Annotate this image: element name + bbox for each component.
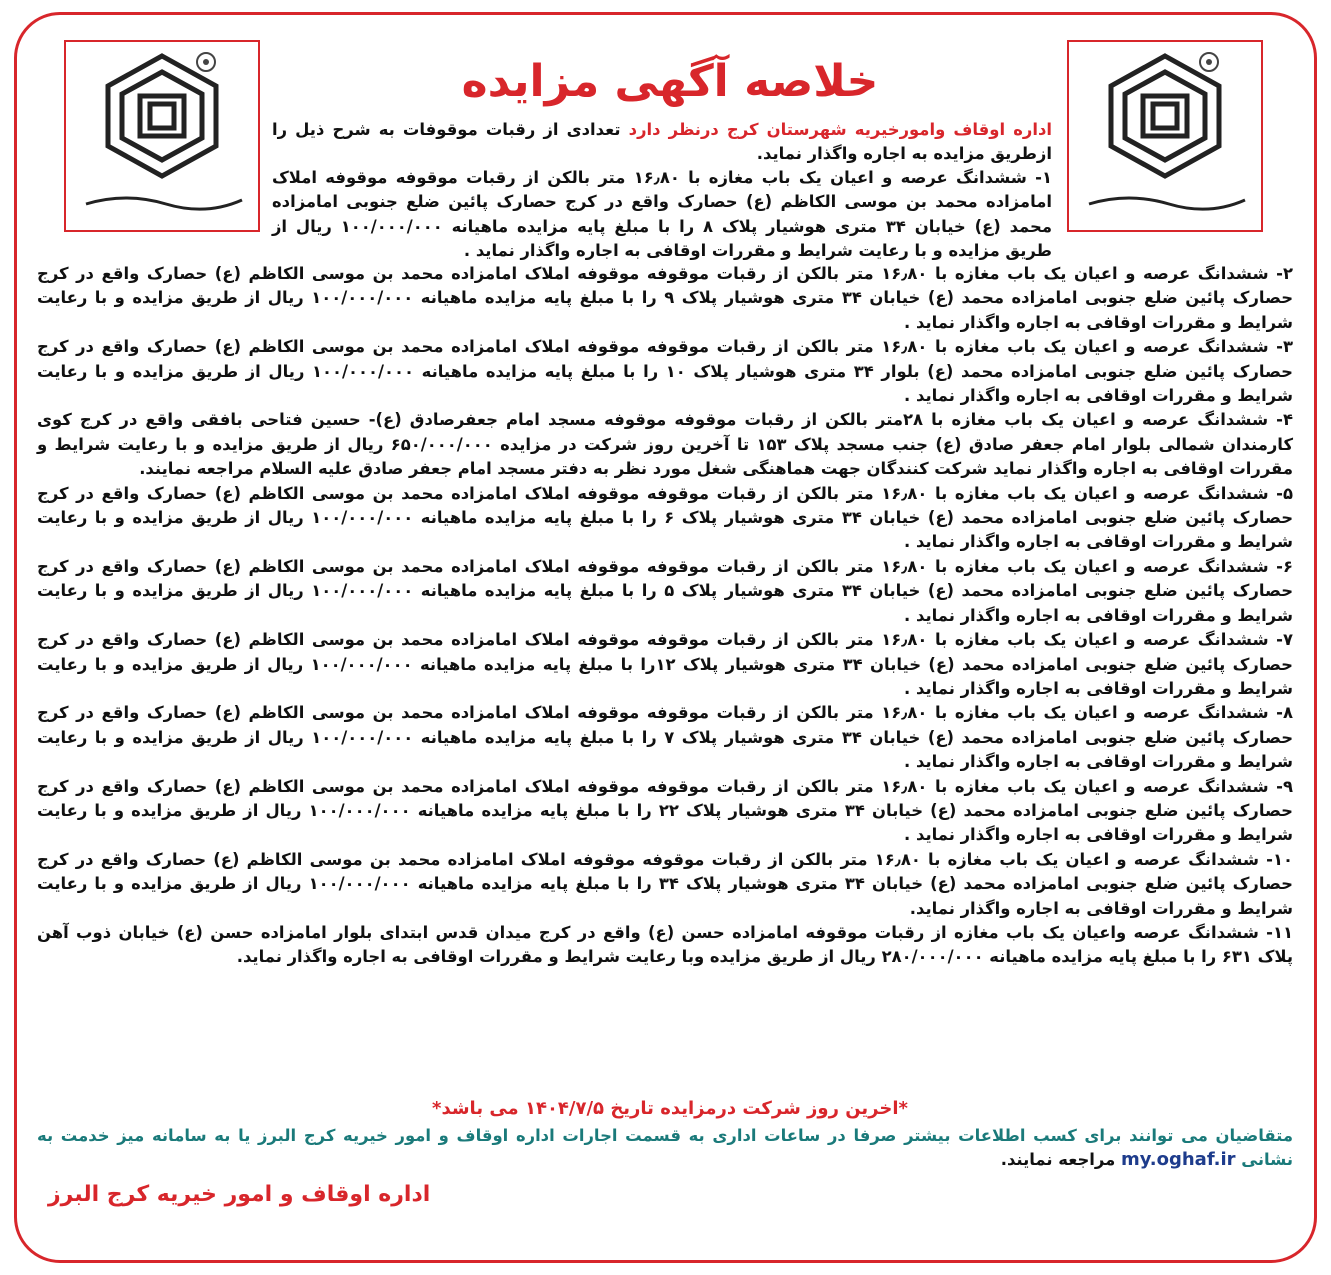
logo-right — [1067, 40, 1263, 232]
auction-item: ۴- ششدانگ عرصه و اعیان یک باب مغازه با ۲۸متر بالکن از رقبات موقوفه موقوفه مسجد امام جعفرصادق (ع)- حسین فتاحی بافقی واقع در کرج کوی کارمندان شمالی بلوار امام جعفر صادق (ع) جنب مسجد پلاک ۱۵۳ تا آخرین روز شرکت در مزایده ۶۵۰/۰۰۰/۰۰۰ ریال از طریق مزایده و با رعایت شرایط و مقررات اوقافی به اجاره واگذار نماید شرکت کنندگان جهت هماهنگی شغل مورد نظر به دفتر مسجد امام جعفر صادق علیه السلام مراجعه نمایند. — [37, 410, 1293, 479]
service-link[interactable]: my.oghaf.ir — [1120, 1149, 1236, 1171]
auction-item-first: ۱- ششدانگ عرصه و اعیان یک باب مغازه با ۱۶٫۸۰ متر بالکن از رقبات موقوفه موقوفه املاک امامزاده محمد بن موسی الکاظم (ع) حصارک واقع در کرج حصارک پائین ضلع جنوبی امامزاده محمد (ع) خیابان ۳۴ متری هوشیار پلاک ۸ را با مبلغ پایه مزایده ماهیانه ۱۰۰/۰۰۰/۰۰۰ ریال از طریق مزایده و با رعایت شرایط و مقررات اوقافی به اجاره واگذار نماید . — [272, 168, 1053, 261]
auction-item: ۹- ششدانگ عرصه و اعیان یک باب مغازه با ۱۶٫۸۰ متر بالکن از رقبات موقوفه موقوفه املاک امامزاده محمد بن موسی الکاظم (ع) حصارک واقع در کرج حصارک پائین ضلع جنوبی امامزاده محمد (ع) خیابان ۳۴ متری هوشیار پلاک ۲۲ را با مبلغ پایه مزایده ماهیانه ۱۰۰/۰۰۰/۰۰۰ ریال از طریق مزایده و با رعایت شرایط و مقررات اوقافی به اجاره واگذار نماید . — [37, 776, 1293, 845]
contact-tail: مراجعه نمایند. — [1000, 1150, 1121, 1170]
contact-info — [37, 1124, 1293, 1173]
auction-item: ۲- ششدانگ عرصه و اعیان یک باب مغازه با ۱۶٫۸۰ متر بالکن از رقبات موقوفه موقوفه املاک امامزاده محمد بن موسی الکاظم (ع) حصارک واقع در کرج حصارک پائین ضلع جنوبی امامزاده محمد (ع) خیابان ۳۴ متری هوشیار پلاک ۹ را با مبلغ پایه مزایده ماهیانه ۱۰۰/۰۰۰/۰۰۰ ریال از طریق مزایده و با رعایت شرایط و مقررات اوقافی به اجاره واگذار نماید . — [37, 264, 1294, 332]
auction-item: ۶- ششدانگ عرصه و اعیان یک باب مغازه با ۱۶٫۸۰ متر بالکن از رقبات موقوفه موقوفه املاک امامزاده محمد بن موسی الکاظم (ع) حصارک واقع در کرج حصارک پائین ضلع جنوبی امامزاده محمد (ع) خیابان ۳۴ متری هوشیار پلاک ۵ را با مبلغ پایه مزایده ماهیانه ۱۰۰/۰۰۰/۰۰۰ ریال از طریق مزایده و با رعایت شرایط و مقررات اوقافی به اجاره واگذار نماید . — [37, 556, 1294, 625]
auction-item: ۷- ششدانگ عرصه و اعیان یک باب مغازه با ۱۶٫۸۰ متر بالکن از رقبات موقوفه موقوفه املاک امامزاده محمد بن موسی الکاظم (ع) حصارک واقع در کرج حصارک پائین ضلع جنوبی امامزاده محمد (ع) خیابان ۳۴ متری هوشیار پلاک ۱۲را با مبلغ پایه مزایده ماهیانه ۱۰۰/۰۰۰/۰۰۰ ریال از طریق مزایده و با رعایت شرایط و مقررات اوقافی به اجاره واگذار نماید . — [37, 630, 1293, 698]
endowment-emblem-icon — [66, 42, 258, 230]
auction-item: ۵- ششدانگ عرصه و اعیان یک باب مغازه با ۱۶٫۸۰ متر بالکن از رقبات موقوفه موقوفه املاک امامزاده محمد بن موسی الکاظم (ع) حصارک واقع در کرج حصارک پائین ضلع جنوبی امامزاده محمد (ع) خیابان ۳۴ متری هوشیار پلاک ۶ را با مبلغ پایه مزایده ماهیانه ۱۰۰/۰۰۰/۰۰۰ ریال از طریق مزایده و با رعایت شرایط و مقررات اوقافی به اجاره واگذار نماید . — [37, 483, 1294, 552]
contact-text: متقاضیان می توانند برای کسب اطلاعات بیشتر صرفا در ساعات اداری به قسمت اجارات اداره اوقاف و امور خیریه کرج البرز یا به سامانه میز خدمت به نشانی — [37, 1126, 1293, 1170]
logo-left — [64, 40, 260, 232]
page-title: خلاصه آگهی مزایده — [461, 56, 879, 107]
footer-signature: اداره اوقاف و امور خیریه کرج البرز — [48, 1182, 431, 1207]
auction-item: ۱۰- ششدانگ عرصه و اعیان یک باب مغازه با ۱۶٫۸۰ متر بالکن از رقبات موقوفه موقوفه املاک امامزاده محمد بن موسی الکاظم (ع) حصارک واقع در کرج حصارک پائین ضلع جنوبی امامزاده محمد (ع) خیابان ۳۴ متری هوشیار پلاک ۳۴ را با مبلغ پایه مزایده ماهیانه ۱۰۰/۰۰۰/۰۰۰ ریال از طریق مزایده و با رعایت شرایط و مقررات اوقافی به اجاره واگذار نماید. — [37, 849, 1293, 918]
endowment-emblem-icon — [1069, 42, 1261, 230]
intro-org: اداره اوقاف وامورخیریه شهرستان کرج درنظر دارد — [628, 120, 1052, 139]
auction-items — [37, 262, 1293, 970]
auction-item: ۱۱- ششدانگ عرصه واعیان یک باب مغازه از رقبات موقوفه امامزاده حسن (ع) واقع در کرج میدان قدس ابتدای بلوار امامزاده حسن (ع) خیابان ذوب آهن پلاک ۶۳۱ را با مبلغ پایه مزایده ماهیانه ۲۸۰/۰۰۰/۰۰۰ ریال از طریق مزایده وبا رعایت شرایط و مقررات اوقافی به اجاره واگذار نماید. — [37, 922, 1293, 967]
deadline-notice: *اخرین روز شرکت درمزایده تاریخ ۱۴۰۴/۷/۵ می باشد* — [432, 1098, 908, 1119]
intro-text: تعدادی از رقبات موقوفات به شرح ذیل را ازطریق مزایده به اجاره واگذار نماید. — [272, 120, 1052, 164]
auction-item: ۳- ششدانگ عرصه و اعیان یک باب مغازه با ۱۶٫۸۰ متر بالکن از رقبات موقوفه موقوفه املاک امامزاده محمد بن موسی الکاظم (ع) حصارک واقع در کرج حصارک پائین ضلع جنوبی امامزاده محمد (ع) بلوار ۳۴ متری هوشیار پلاک ۱۰ را با مبلغ پایه مزایده ماهیانه ۱۰۰/۰۰۰/۰۰۰ ریال از طریق مزایده و با رعایت شرایط و مقررات اوقافی به اجاره واگذار نماید . — [37, 337, 1293, 406]
intro-paragraph — [272, 118, 1052, 167]
auction-item: ۸- ششدانگ عرصه و اعیان یک باب مغازه با ۱۶٫۸۰ متر بالکن از رقبات موقوفه موقوفه املاک امامزاده محمد بن موسی الکاظم (ع) حصارک واقع در کرج حصارک پائین ضلع جنوبی امامزاده محمد (ع) خیابان ۳۴ متری هوشیار پلاک ۷ را با مبلغ پایه مزایده ماهیانه ۱۰۰/۰۰۰/۰۰۰ ریال از طریق مزایده و با رعایت شرایط و مقررات اوقافی به اجاره واگذار نماید . — [37, 703, 1294, 772]
